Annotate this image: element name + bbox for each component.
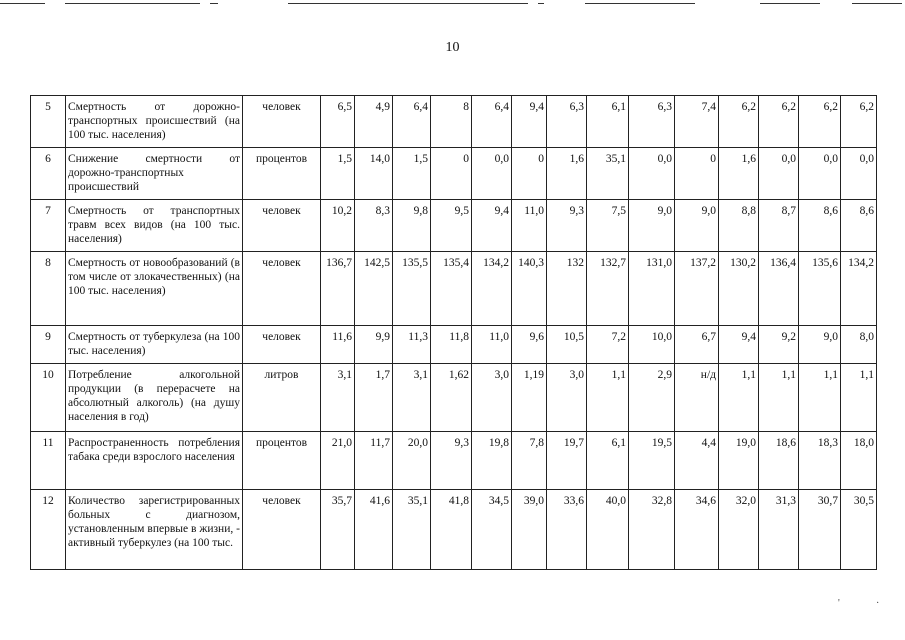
value-cell: 9,0 — [629, 200, 675, 252]
value-cell: 9,5 — [431, 200, 472, 252]
top-rule-1 — [0, 3, 45, 4]
value-cell: 32,8 — [629, 490, 675, 570]
value-cell: 9,3 — [547, 200, 587, 252]
row-number: 8 — [31, 252, 66, 326]
value-cell: 11,6 — [321, 326, 355, 364]
unit-cell: человек — [243, 490, 321, 570]
value-cell: 11,0 — [472, 326, 512, 364]
value-cell: н/д — [675, 364, 719, 432]
value-cell: 35,1 — [393, 490, 431, 570]
table-row — [31, 490, 877, 570]
value-cell: 34,5 — [472, 490, 512, 570]
value-cell: 136,7 — [321, 252, 355, 326]
top-rule-5 — [538, 3, 544, 4]
value-cell: 19,8 — [472, 432, 512, 490]
value-cell: 6,2 — [841, 96, 877, 148]
value-cell: 6,4 — [472, 96, 512, 148]
top-rule-6 — [585, 3, 695, 4]
value-cell: 0,0 — [629, 148, 675, 200]
value-cell: 1,6 — [547, 148, 587, 200]
top-rule-3 — [210, 3, 218, 4]
value-cell: 1,1 — [799, 364, 841, 432]
value-cell: 1,1 — [841, 364, 877, 432]
value-cell: 20,0 — [393, 432, 431, 490]
value-cell: 6,2 — [799, 96, 841, 148]
value-cell: 0,0 — [799, 148, 841, 200]
scan-mark-1: ' — [838, 598, 840, 609]
table-row — [31, 326, 877, 364]
page-number: 10 — [445, 40, 460, 55]
value-cell: 1,7 — [355, 364, 393, 432]
value-cell: 39,0 — [512, 490, 547, 570]
value-cell: 9,9 — [355, 326, 393, 364]
value-cell: 9,0 — [675, 200, 719, 252]
top-rule-7 — [760, 3, 820, 4]
value-cell: 0,0 — [759, 148, 799, 200]
value-cell: 0,0 — [841, 148, 877, 200]
scan-mark-2: · — [876, 598, 880, 609]
indicator-name: Смертность от дорожно-транспортных происшествий (на 100 тыс. населения) — [66, 96, 243, 148]
value-cell: 34,6 — [675, 490, 719, 570]
value-cell: 9,0 — [799, 326, 841, 364]
value-cell: 1,1 — [587, 364, 629, 432]
value-cell: 19,0 — [719, 432, 759, 490]
value-cell: 6,1 — [587, 432, 629, 490]
indicator-name: Смертность от туберкулеза (на 100 тыс. населения) — [66, 326, 243, 364]
value-cell: 132 — [547, 252, 587, 326]
top-rule-2 — [65, 3, 200, 4]
indicator-name: Распространенность потребления табака среди взрослого населения — [66, 432, 243, 490]
value-cell: 8,7 — [759, 200, 799, 252]
indicator-name: Смертность от транспортных травм всех видов (на 100 тыс. населения) — [66, 200, 243, 252]
value-cell: 1,1 — [719, 364, 759, 432]
table-row — [31, 96, 877, 148]
value-cell: 9,2 — [759, 326, 799, 364]
value-cell: 4,4 — [675, 432, 719, 490]
indicator-name: Количество зарегистрированных больных с диагнозом, установленным впервые в жизни, - активный туберкулез (на 100 тыс. — [66, 490, 243, 570]
indicators-table — [30, 95, 877, 570]
value-cell: 6,3 — [629, 96, 675, 148]
unit-cell: человек — [243, 326, 321, 364]
value-cell: 8,8 — [719, 200, 759, 252]
table-row — [31, 200, 877, 252]
value-cell: 7,5 — [587, 200, 629, 252]
value-cell: 8,6 — [841, 200, 877, 252]
value-cell: 18,3 — [799, 432, 841, 490]
value-cell: 3,0 — [547, 364, 587, 432]
value-cell: 6,2 — [719, 96, 759, 148]
value-cell: 6,7 — [675, 326, 719, 364]
unit-cell: литров — [243, 364, 321, 432]
value-cell: 18,0 — [841, 432, 877, 490]
value-cell: 9,6 — [512, 326, 547, 364]
value-cell: 135,6 — [799, 252, 841, 326]
value-cell: 14,0 — [355, 148, 393, 200]
table-body — [31, 96, 877, 570]
value-cell: 135,5 — [393, 252, 431, 326]
row-number: 11 — [31, 432, 66, 490]
value-cell: 3,1 — [321, 364, 355, 432]
unit-cell: человек — [243, 96, 321, 148]
value-cell: 35,1 — [587, 148, 629, 200]
value-cell: 130,2 — [719, 252, 759, 326]
value-cell: 8,6 — [799, 200, 841, 252]
value-cell: 142,5 — [355, 252, 393, 326]
value-cell: 0 — [675, 148, 719, 200]
unit-cell: процентов — [243, 432, 321, 490]
unit-cell: процентов — [243, 148, 321, 200]
value-cell: 19,5 — [629, 432, 675, 490]
value-cell: 0 — [512, 148, 547, 200]
value-cell: 9,4 — [512, 96, 547, 148]
table-row — [31, 364, 877, 432]
value-cell: 21,0 — [321, 432, 355, 490]
value-cell: 9,8 — [393, 200, 431, 252]
value-cell: 11,3 — [393, 326, 431, 364]
value-cell: 6,2 — [759, 96, 799, 148]
value-cell: 4,9 — [355, 96, 393, 148]
value-cell: 33,6 — [547, 490, 587, 570]
value-cell: 19,7 — [547, 432, 587, 490]
value-cell: 30,5 — [841, 490, 877, 570]
value-cell: 8,3 — [355, 200, 393, 252]
value-cell: 9,3 — [431, 432, 472, 490]
value-cell: 30,7 — [799, 490, 841, 570]
value-cell: 140,3 — [512, 252, 547, 326]
indicator-name: Потребление алкогольной продукции (в перерасчете на абсолютный алкоголь) (на душу населения в год) — [66, 364, 243, 432]
value-cell: 1,6 — [719, 148, 759, 200]
value-cell: 137,2 — [675, 252, 719, 326]
value-cell: 11,0 — [512, 200, 547, 252]
value-cell: 10,0 — [629, 326, 675, 364]
value-cell: 132,7 — [587, 252, 629, 326]
value-cell: 9,4 — [719, 326, 759, 364]
value-cell: 1,5 — [321, 148, 355, 200]
value-cell: 6,1 — [587, 96, 629, 148]
value-cell: 10,2 — [321, 200, 355, 252]
value-cell: 1,1 — [759, 364, 799, 432]
unit-cell: человек — [243, 252, 321, 326]
row-number: 10 — [31, 364, 66, 432]
value-cell: 131,0 — [629, 252, 675, 326]
value-cell: 6,4 — [393, 96, 431, 148]
row-number: 6 — [31, 148, 66, 200]
table-row — [31, 148, 877, 200]
value-cell: 2,9 — [629, 364, 675, 432]
value-cell: 11,7 — [355, 432, 393, 490]
value-cell: 1,19 — [512, 364, 547, 432]
value-cell: 134,2 — [841, 252, 877, 326]
value-cell: 31,3 — [759, 490, 799, 570]
value-cell: 1,62 — [431, 364, 472, 432]
row-number: 9 — [31, 326, 66, 364]
value-cell: 3,0 — [472, 364, 512, 432]
value-cell: 3,1 — [393, 364, 431, 432]
value-cell: 6,3 — [547, 96, 587, 148]
value-cell: 6,5 — [321, 96, 355, 148]
table-row — [31, 432, 877, 490]
value-cell: 0,0 — [472, 148, 512, 200]
value-cell: 134,2 — [472, 252, 512, 326]
top-rule-4 — [288, 3, 528, 4]
value-cell: 35,7 — [321, 490, 355, 570]
table-row — [31, 252, 877, 326]
value-cell: 7,8 — [512, 432, 547, 490]
value-cell: 8 — [431, 96, 472, 148]
value-cell: 0 — [431, 148, 472, 200]
value-cell: 7,4 — [675, 96, 719, 148]
indicator-name: Смертность от новообразований (в том числе от злокачественных) (на 100 тыс. населения) — [66, 252, 243, 326]
value-cell: 41,6 — [355, 490, 393, 570]
value-cell: 1,5 — [393, 148, 431, 200]
value-cell: 135,4 — [431, 252, 472, 326]
row-number: 7 — [31, 200, 66, 252]
row-number: 5 — [31, 96, 66, 148]
unit-cell: человек — [243, 200, 321, 252]
value-cell: 8,0 — [841, 326, 877, 364]
value-cell: 9,4 — [472, 200, 512, 252]
value-cell: 136,4 — [759, 252, 799, 326]
value-cell: 18,6 — [759, 432, 799, 490]
value-cell: 40,0 — [587, 490, 629, 570]
value-cell: 10,5 — [547, 326, 587, 364]
value-cell: 11,8 — [431, 326, 472, 364]
row-number: 12 — [31, 490, 66, 570]
top-rule-8 — [852, 3, 902, 4]
indicator-name: Снижение смертности от дорожно-транспортных происшествий — [66, 148, 243, 200]
value-cell: 41,8 — [431, 490, 472, 570]
value-cell: 7,2 — [587, 326, 629, 364]
value-cell: 32,0 — [719, 490, 759, 570]
